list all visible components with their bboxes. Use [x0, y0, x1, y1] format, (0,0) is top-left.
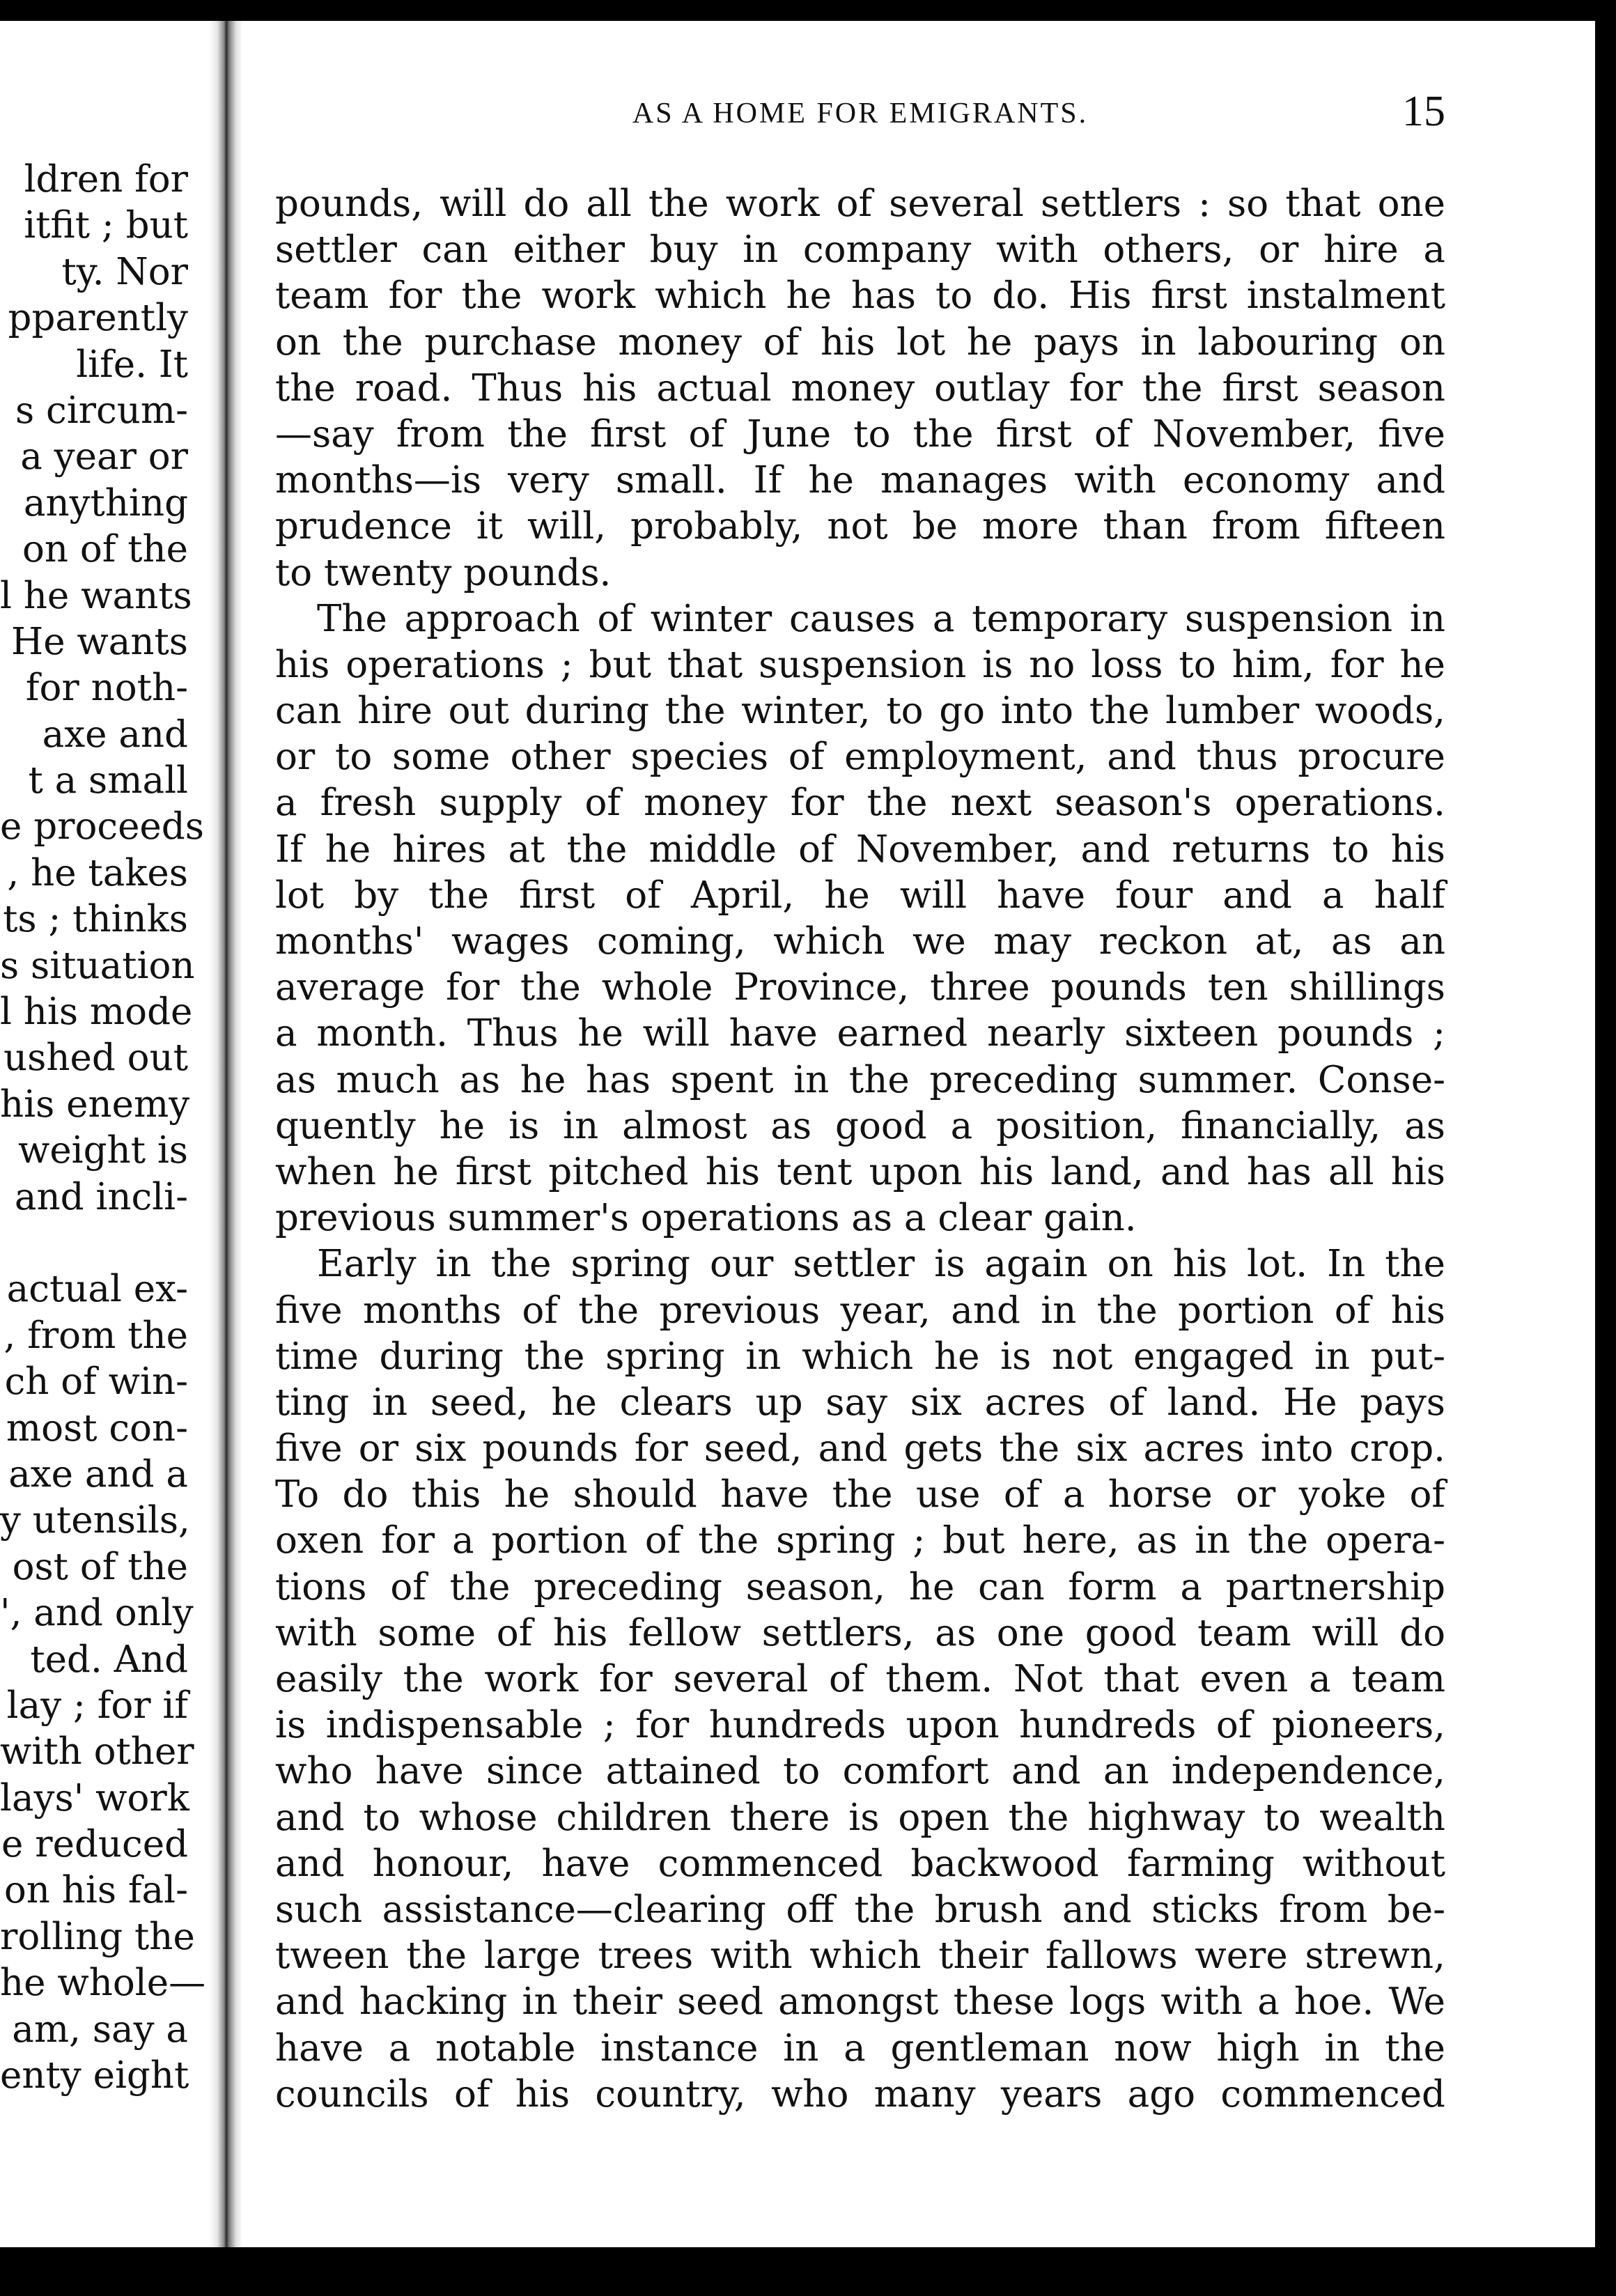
body-text-line: tions of the preceding season, he can form a partnership: [275, 1565, 1445, 1608]
left-page-line: itfit ; but: [24, 204, 188, 247]
page-number: 15: [1402, 88, 1445, 135]
left-page-line: He wants: [10, 620, 188, 663]
body-text-line: lot by the first of April, he will have four and a half: [275, 874, 1445, 917]
left-page-line: lay ; for if: [6, 1684, 188, 1727]
body-text-line: or to some other species of employment, and thus procure: [275, 736, 1445, 779]
left-page-line: for noth-: [25, 667, 188, 710]
body-text-line: —say from the first of June to the first of November, five: [275, 412, 1445, 456]
left-page-line: ch of win-: [4, 1360, 188, 1404]
body-text-line: months' wages coming, which we may reckon at, as an: [275, 920, 1445, 963]
left-page-line: axe and: [42, 713, 188, 756]
left-page-line: weight is: [17, 1129, 188, 1172]
left-page-line: and incli-: [14, 1175, 188, 1218]
left-page-line: ty. Nor: [61, 250, 188, 293]
body-text-line: previous summer's operations as a clear gain.: [275, 1197, 1137, 1240]
body-text-line: Early in the spring our settler is again on his lot. In the: [317, 1243, 1445, 1286]
body-text-line: quently he is in almost as good a position, financially, as: [275, 1104, 1445, 1147]
left-page-line: on his fal-: [3, 1869, 188, 1912]
running-title: AS A HOME FOR EMIGRANTS.: [632, 98, 1089, 130]
left-page-line: ushed out: [3, 1037, 188, 1080]
body-text-line: the road. Thus his actual money outlay for the first season: [275, 366, 1445, 410]
body-text: [275, 181, 1445, 2118]
body-text-line: tween the large trees with which their fallows were strewn,: [275, 1934, 1445, 1978]
left-page-line: pparently: [8, 297, 188, 340]
left-page-line: ts ; thinks: [3, 898, 188, 941]
left-page-line: t a small: [28, 759, 188, 802]
left-page-line: rolling the: [0, 1915, 195, 1958]
left-page-line: he whole—: [0, 1962, 206, 2005]
body-text-line: team for the work which he has to do. His first instalment: [275, 274, 1445, 318]
left-page-line: l his mode: [0, 991, 193, 1034]
body-text-line: who have since attained to comfort and an independence,: [275, 1750, 1445, 1793]
body-text-line: five months of the previous year, and in the portion of his: [275, 1289, 1445, 1332]
book-gutter: [209, 21, 242, 2247]
left-page-line: anything: [23, 481, 188, 525]
left-page-line: on of the: [22, 528, 188, 571]
body-text-line: as much as he has spent in the preceding summer. Conse-: [275, 1058, 1445, 1101]
left-page-line: enty eight: [0, 2054, 189, 2097]
left-page-line: ost of the: [12, 1545, 188, 1588]
left-page-line: his enemy: [0, 1083, 190, 1126]
body-text-line: can hire out during the winter, to go into the lumber woods,: [275, 690, 1445, 733]
left-page-line: l he wants: [0, 574, 192, 617]
body-text-line: a fresh supply of money for the next season's operations.: [275, 782, 1445, 825]
body-text-line: five or six pounds for seed, and gets the six acres into crop.: [275, 1427, 1445, 1471]
scan-border-bottom: [0, 2247, 1616, 2296]
left-page-line: e reduced: [1, 1823, 188, 1866]
left-page-line: axe and a: [8, 1452, 188, 1496]
left-page-line: ', and only: [0, 1592, 194, 1635]
body-text-line: and to whose children there is open the highway to wealth: [275, 1796, 1445, 1839]
body-text-line: on the purchase money of his lot he pays in labouring on: [275, 320, 1445, 364]
scan-border-right: [1596, 0, 1616, 2296]
left-page-fragment: [0, 157, 209, 2099]
body-text-line: when he first pitched his tent upon his land, and has all his: [275, 1150, 1445, 1193]
left-page-line: y utensils,: [0, 1499, 190, 1542]
left-page-line: most con-: [6, 1406, 188, 1450]
left-page-line: s circum-: [15, 389, 188, 432]
body-text-line: To do this he should have the use of a horse or yoke of: [275, 1473, 1445, 1517]
body-text-line: time during the spring in which he is not engaged in put-: [275, 1335, 1445, 1378]
left-page-line: ldren for: [24, 158, 188, 201]
body-text-line: and honour, have commenced backwood farming without: [275, 1842, 1445, 1885]
body-text-line: settler can either buy in company with others, or hire a: [275, 228, 1445, 272]
left-page-line: a year or: [20, 435, 188, 479]
body-text-line: and hacking in their seed amongst these logs with a hoe. We: [275, 1980, 1445, 2024]
body-text-line: ting in seed, he clears up say six acres of land. He pays: [275, 1381, 1445, 1424]
body-text-line: easily the work for several of them. Not that even a team: [275, 1658, 1445, 1700]
body-text-line: prudence it will, probably, not be more than from fifteen: [275, 505, 1445, 548]
left-page-line: am, say a: [12, 2008, 188, 2051]
left-page-line: ted. And: [30, 1638, 188, 1681]
body-text-line: such assistance—clearing off the brush and sticks from be-: [275, 1888, 1445, 1931]
body-text-line: is indispensable ; for hundreds upon hundreds of pioneers,: [275, 1704, 1445, 1747]
left-page-line: life. It: [76, 343, 188, 386]
running-header: [275, 87, 1445, 143]
left-page-line: s situation: [0, 944, 195, 987]
body-text-line: his operations ; but that suspension is no loss to him, for he: [275, 643, 1445, 686]
left-page-line: , he takes: [7, 851, 188, 894]
body-text-line: a month. Thus he will have earned nearly sixteen pounds ;: [275, 1012, 1445, 1055]
body-text-line: If he hires at the middle of November, and returns to his: [275, 828, 1445, 871]
body-text-line: average for the whole Province, three pounds ten shillings: [275, 966, 1445, 1009]
body-text-line: pounds, will do all the work of several settlers : so that one: [275, 183, 1445, 225]
body-text-line: to twenty pounds.: [275, 551, 612, 594]
left-page-line: lays' work: [0, 1776, 189, 1820]
body-text-line: months—is very small. If he manages with economy and: [275, 459, 1445, 502]
body-text-line: with some of his fellow settlers, as one good team will do: [275, 1611, 1445, 1654]
body-text-line: oxen for a portion of the spring ; but here, as in the opera-: [275, 1519, 1445, 1562]
body-text-line: councils of his country, who many years ago commenced: [275, 2072, 1445, 2116]
left-page-line: [0, 1220, 209, 1266]
body-text-line: The approach of winter causes a temporary suspension in: [317, 597, 1445, 640]
body-text-line: have a notable instance in a gentleman now high in the: [275, 2026, 1445, 2070]
left-page-line: with other: [0, 1730, 194, 1774]
left-page-line: e proceeds: [0, 805, 204, 848]
left-page-line: actual ex-: [6, 1268, 188, 1311]
left-page-line: , from the: [3, 1314, 188, 1357]
